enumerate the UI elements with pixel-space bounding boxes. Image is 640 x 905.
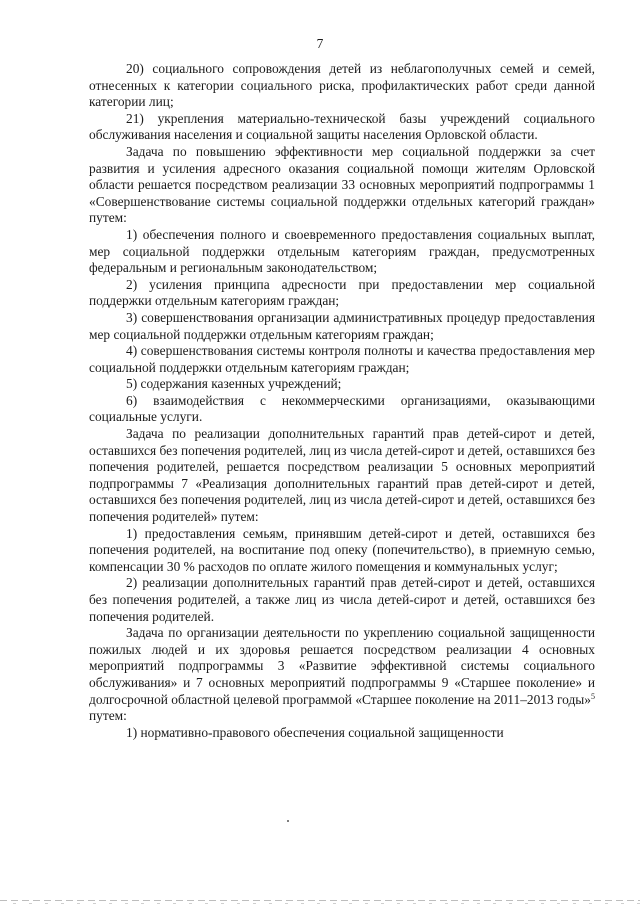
scan-edge-artifact — [0, 903, 640, 904]
paragraph: Задача по реализации дополнительных гарантий прав детей-сирот и детей, оставшихся без попечения родителей, лиц из числа детей-сирот и детей, оставшихся без попечения родителей, решается посредством реализации 5 основных мероприятий подпрограммы 7 «Реализация дополнительных гарантий прав детей-сирот и детей, оставшихся без попечения родителей, лиц из числа детей-сирот и детей, оставшихся без попечения родителей» путем: — [89, 426, 595, 525]
paragraph: 1) нормативно-правового обеспечения социальной защищенности — [126, 724, 504, 740]
paragraph: 6) взаимодействия с некоммерческими организациями, оказывающими социальные услуги. — [89, 392, 595, 425]
paragraph: 5) содержания казенных учреждений; — [126, 376, 342, 392]
paragraph: 20) социального сопровождения детей из неблагополучных семей и семей, отнесенных к категории социального риска, профилактических работ среди данной категории лиц; — [89, 61, 595, 110]
paragraph: 2) реализации дополнительных гарантий прав детей-сирот и детей, оставшихся без попечения родителей, а также лиц из числа детей-сирот и детей, оставшихся без попечения родителей. — [89, 575, 595, 624]
page-number: 7 — [316, 36, 324, 51]
paragraph-tail: путем: — [89, 708, 127, 724]
paragraph: 1) обеспечения полного и своевременного предоставления социальных выплат, мер социальной поддержки отдельным категориям граждан, предусмотренных федеральным и региональным законодательством; — [89, 226, 595, 276]
paragraph: 3) совершенствования организации административных процедур предоставления мер социальной поддержки отдельным категориям граждан; — [89, 309, 595, 342]
paragraph: 4) совершенствования системы контроля полноты и качества предоставления мер социальной поддержки отдельным категориям граждан; — [89, 343, 595, 375]
document-body — [89, 61, 595, 741]
scan-edge-artifact — [0, 900, 640, 901]
paragraph: Задача по повышению эффективности мер социальной поддержки за счет развития и усиления адресного оказания социальной помощи жителям Орловской области решается посредством реализации 33 основных мероприятий подпрограммы 1 «Совершенствование системы социальной поддержки отдельных категорий граждан» путем: — [89, 143, 595, 226]
paragraph-with-footnote — [89, 625, 595, 725]
footnote-reference: 5 — [591, 691, 595, 701]
paragraph: 21) укрепления материально-технической базы учреждений социального обслуживания населения и социальной защиты населения Орловской области. — [89, 110, 595, 143]
paragraph-text: Задача по организации деятельности по укреплению социальной защищенности пожилых людей и их здоровья решается посредством реализации 4 основных мероприятий подпрограммы 3 «Развитие эффективной системы социального обслуживания» и 7 основных мероприятий подпрограммы 9 «Старшее поколение» и долгосрочной областной целевой программой «Старшее поколение на 2011–2013 годы» — [89, 625, 595, 707]
paragraph: 1) предоставления семьям, принявшим детей-сирот и детей, оставшихся без попечения родителей, на воспитание под опеку (попечительство), в приемную семью, компенсации 30 % расходов по оплате жилого помещения и коммунальных услуг; — [89, 525, 595, 574]
scan-speck — [287, 820, 289, 822]
paragraph: 2) усиления принципа адресности при предоставлении мер социальной поддержки отдельным категориям граждан; — [89, 276, 595, 309]
